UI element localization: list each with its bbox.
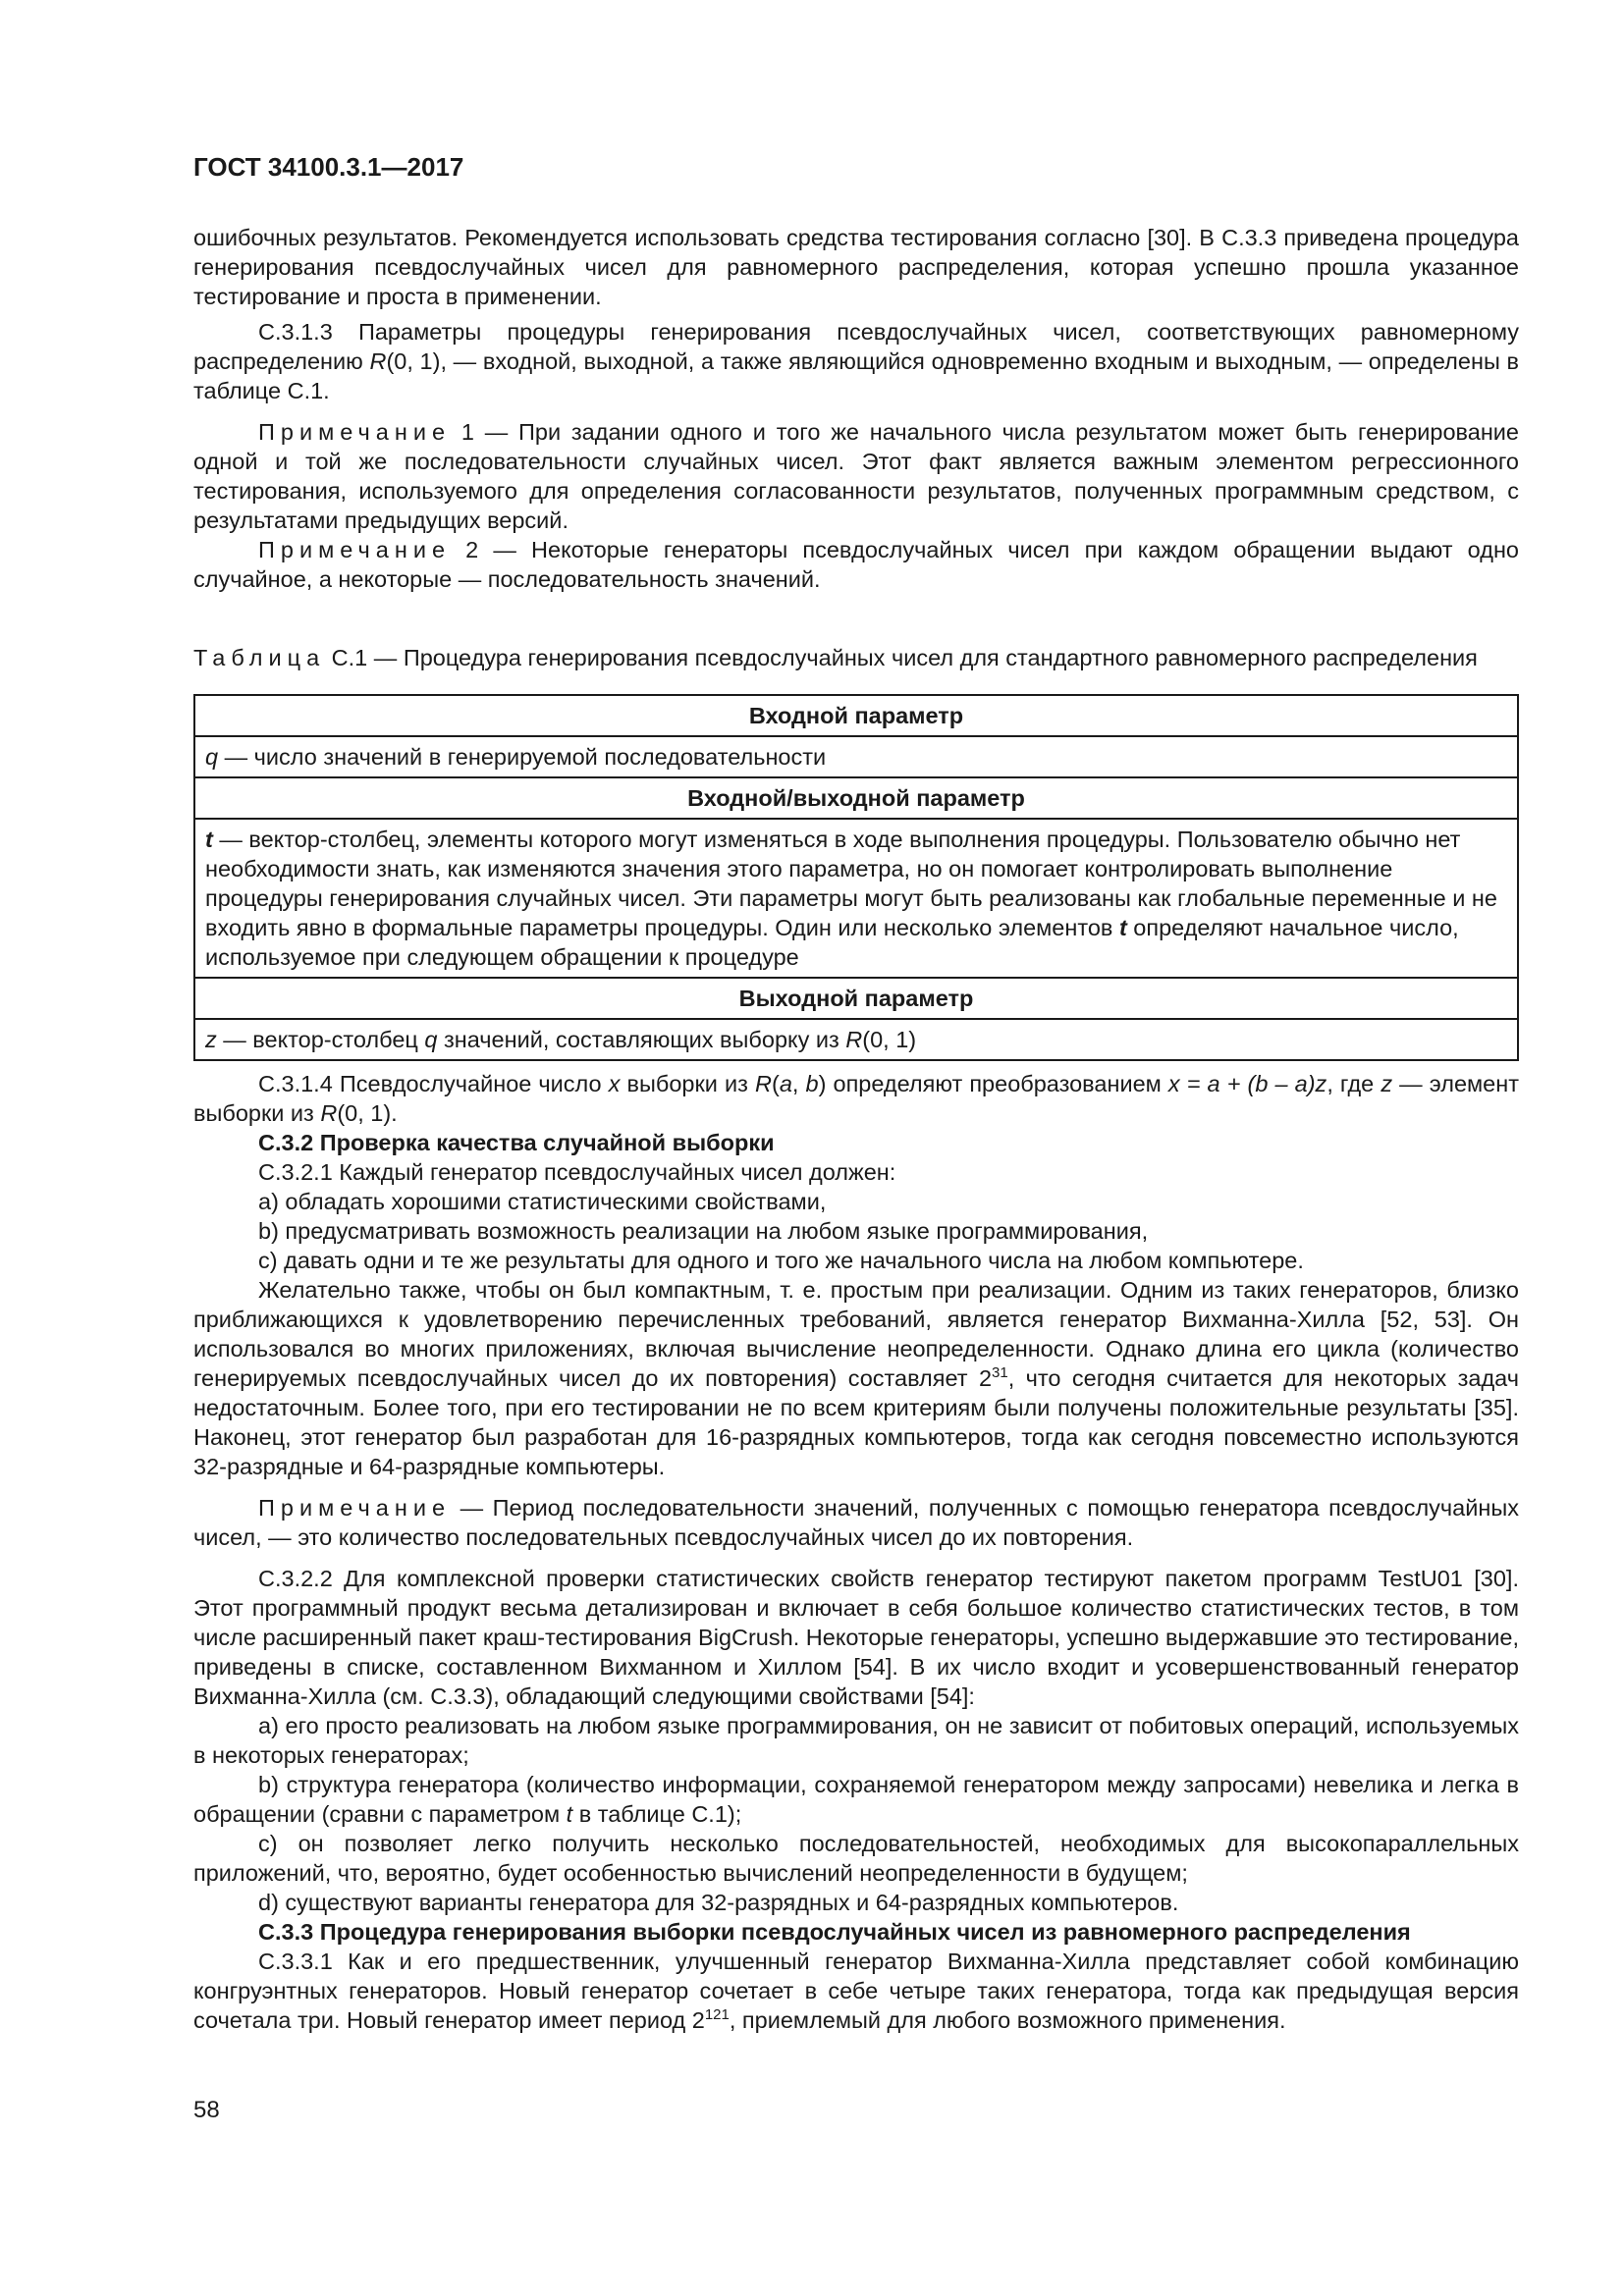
paragraph: ошибочных результатов. Рекомендуется использовать средства тестирования согласно [30]. В С.3.3 приведена процедура генерирования псевдослучайных чисел для равномерного распределения, которая успешно прошла указанное тестирование и проста в применении. (193, 225, 1519, 309)
page-content (193, 223, 1519, 2035)
paragraph-desired: Желательно также, чтобы он был компактным, т. е. простым при реализации. Одним из таких генераторов, близко приближающихся к удовлетворению перечисленных требований, является генератор Вихманна-Хилла [52, 53]. Он использовался во многих приложениях, включая вычисление неопределенности. Однако длина его цикла (количество генерируемых псевдослучайных чисел до их повторения) составляет $2^{31}$, что сегодня считается для некоторых задач недостаточным. Более того, при его тестировании не по всем критериям были получены положительные результаты [35]. Наконец, этот генератор был разработан для 16-разрядных компьютеров, тогда как сегодня повсеместно используются 32-разрядные и 64-разрядные компьютеры. (193, 1277, 1519, 1479)
paragraph-c313: С.3.1.3 Параметры процедуры генерирования псевдослучайных чисел, соответствующих равномерному распределению R(0, 1), — входной, выходной, а также являющийся одновременно входным и выходным, — определены в таблице С.1. (193, 319, 1520, 403)
note-3: Примечание — Период последовательности значений, полученных с помощью генератора псевдослучайных чисел, — это количество последовательных псевдослучайных чисел до их повторения. (193, 1495, 1519, 1550)
list-item: b) предусматривать возможность реализации на любом языке программирования, (258, 1218, 1149, 1244)
parameters-table (193, 694, 1519, 1061)
list-item: d) существуют варианты генератора для 32-разрядных и 64-разрядных компьютеров. (258, 1890, 1179, 1915)
paragraph-c322: С.3.2.2 Для комплексной проверки статистических свойств генератор тестируют пакетом программ TestU01 [30]. Этот программный продукт весьма детализирован и включает в себя большое количество статистических тестов, в том числе расширенный пакет краш-тестирования BigCrush. Некоторые генераторы, успешно выдержавшие это тестирование, приведены в списке, составленном Вихманном и Хиллом [54]. В их число входит и усовершенствованный генератор Вихманна-Хилла (см. С.3.3), обладающий следующими свойствами [54]: (193, 1566, 1519, 1709)
standard-code-header: ГОСТ 34100.3.1—2017 (193, 152, 464, 182)
paragraph-c314: С.3.1.4 Псевдослучайное число x выборки из R(a, b) определяют преобразованием x = a + (b – a)z, где z — элемент выборки из R(0, 1). (193, 1071, 1519, 1126)
paragraph-c331: С.3.3.1 Как и его предшественник, улучшенный генератор Вихманна-Хилла представляет собой комбинацию конгруэнтных генераторов. Новый генератор сочетает в себе четыре таких генератора, тогда как предыдущая версия сочетала три. Новый генератор имеет период $2^{121}$, приемлемый для любого возможного применения. (193, 1949, 1519, 2033)
page-number: 58 (193, 2097, 220, 2123)
paragraph-c321: С.3.2.1 Каждый генератор псевдослучайных чисел должен: (258, 1159, 896, 1185)
note-2: Примечание 2 — Некоторые генераторы псевдослучайных чисел при каждом обращении выдают одно случайное, а некоторые — последовательность значений. (193, 537, 1519, 592)
list-item: a) его просто реализовать на любом языке программирования, он не зависит от побитовых операций, используемых в некоторых генераторах; (193, 1713, 1519, 1768)
note-1: Примечание 1 — При задании одного и того же начального числа результатом может быть генерирование одной и той же последовательности случайных чисел. Этот факт является важным элементом регрессионного тестирования, используемого для определения согласованности результатов, полученных программным средством, с результатами предыдущих версий. (193, 419, 1519, 533)
list-item: c) он позволяет легко получить несколько последовательностей, необходимых для высокопараллельных приложений, что, вероятно, будет особенностью вычислений неопределенности в будущем; (193, 1831, 1519, 1886)
table-row-input: q — число значений в генерируемой последовательности (194, 736, 1518, 777)
table-row-output: z — вектор-столбец q значений, составляющих выборку из R(0, 1) (194, 1019, 1518, 1060)
table-header-output: Выходной параметр (194, 978, 1518, 1019)
heading-c32: С.3.2 Проверка качества случайной выборки (258, 1130, 775, 1155)
list-item: c) давать одни и те же результаты для одного и того же начального числа на любом компьютере. (258, 1248, 1304, 1273)
heading-c33: С.3.3 Процедура генерирования выборки псевдослучайных чисел из равномерного распределения (258, 1919, 1411, 1945)
list-item: b) структура генератора (количество информации, сохраняемой генератором между запросами) невелика и легка в обращении (сравни с параметром t в таблице С.1); (193, 1772, 1519, 1827)
table-row-inout: t — вектор-столбец, элементы которого могут изменяться в ходе выполнения процедуры. Пользователю обычно нет необходимости знать, как изменяются значения этого параметра, но он помогает контролировать выполнение процедуры генерирования случайных чисел. Эти параметры могут быть реализованы как глобальные переменные и не входить явно в формальные параметры процедуры. Один или несколько элементов t определяют начальное число, используемое при следующем обращении к процедуре (194, 819, 1518, 978)
table-header-inout: Входной/выходной параметр (194, 777, 1518, 819)
table-header-input: Входной параметр (194, 695, 1518, 736)
table-caption: Таблица С.1 — Процедура генерирования псевдослучайных чисел для стандартного равномерного распределения (193, 645, 1478, 670)
list-item: a) обладать хорошими статистическими свойствами, (258, 1189, 827, 1214)
